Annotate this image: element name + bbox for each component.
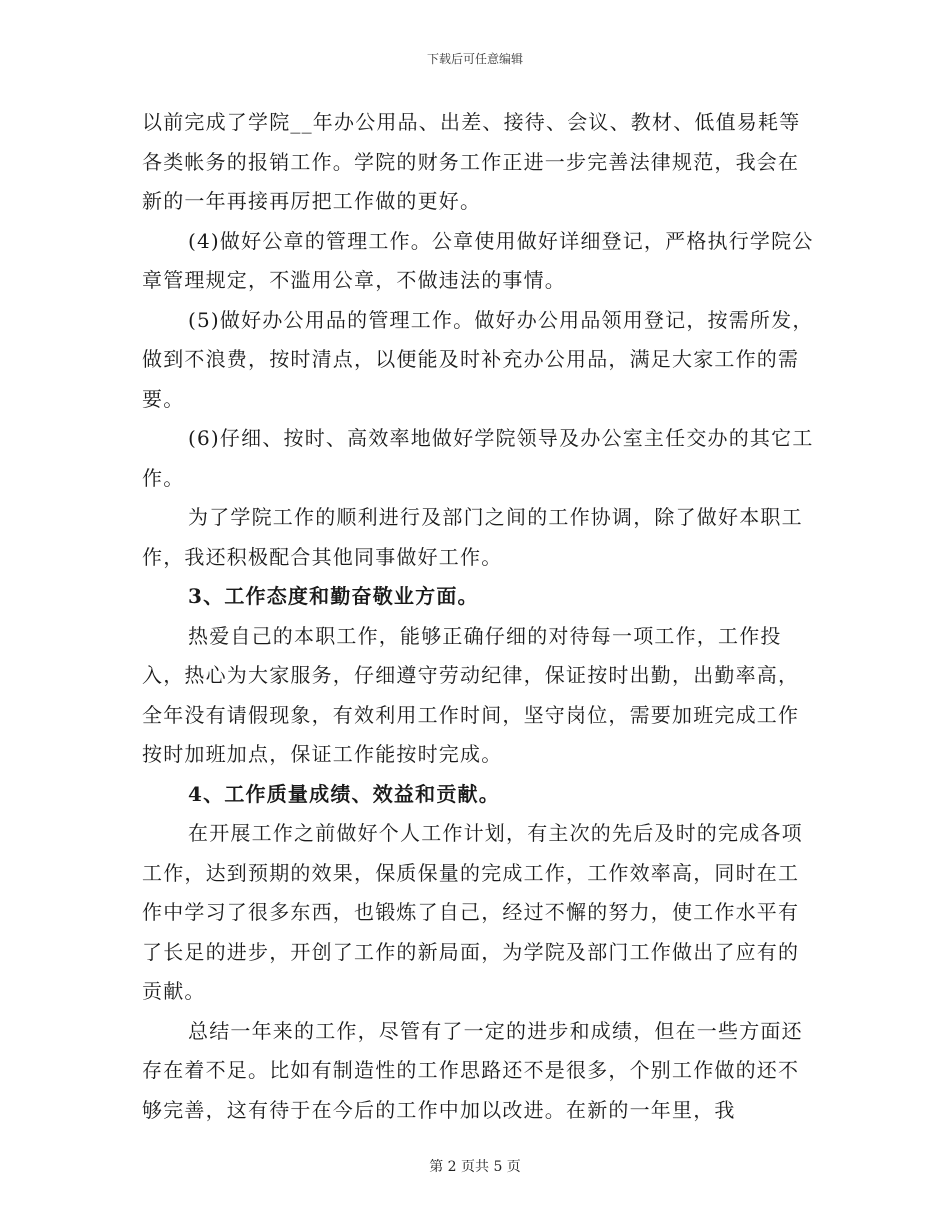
paragraph-7: 在开展工作之前做好个人工作计划，有主次的先后及时的完成各项工作，达到预期的效果，保质保量的完成工作，工作效率高，同时在工作中学习了很多东西，也锻炼了自己，经过不懈的努力，使工作水平有了长足的进步，开创了工作的新局面，为学院及部门工作做出了应有的贡献。 [142, 821, 803, 1003]
document-body [142, 103, 814, 1130]
paragraph-2: (4)做好公章的管理工作。公章使用做好详细登记，严格执行学院公章管理规定，不滥用公章，不做违法的事情。 [142, 228, 814, 292]
paragraph-1: 以前完成了学院__年办公用品、出差、接待、会议、教材、低值易耗等各类帐务的报销工作。学院的财务工作正进一步完善法律规范，我会在新的一年再接再厉把工作做的更好。 [142, 110, 801, 213]
paragraph-8: 总结一年来的工作，尽管有了一定的进步和成绩，但在一些方面还存在着不足。比如有制造性的工作思路还不是很多，个别工作做的还不够完善，这有待于在今后的工作中加以改进。在新的一年里，我 [142, 1018, 803, 1122]
page-header: 下载后可任意编辑 [426, 52, 523, 66]
page-footer: 第 2 页共 5 页 [429, 1159, 521, 1175]
section-heading-4: 4、工作质量成绩、效益和贡献。 [188, 781, 500, 806]
section-heading-3: 3、工作态度和勤奋敬业方面。 [188, 584, 479, 608]
paragraph-4: (6)仔细、按时、高效率地做好学院领导及办公室主任交办的其它工作。 [142, 426, 814, 490]
paragraph-6: 热爱自己的本职工作，能够正确仔细的对待每一项工作，工作投入，热心为大家服务，仔细遵守劳动纪律，保证按时出勤，出勤率高，全年没有请假现象，有效利用工作时间，坚守岗位，需要加班完成工作按时加班加点，保证工作能按时完成。 [142, 623, 800, 766]
paragraph-5: 为了学院工作的顺利进行及部门之间的工作协调，除了做好本职工作，我还积极配合其他同事做好工作。 [142, 505, 803, 569]
paragraph-3: (5)做好办公用品的管理工作。做好办公用品领用登记，按需所发，做到不浪费，按时清点，以便能及时补充办公用品，满足大家工作的需要。 [142, 307, 814, 411]
